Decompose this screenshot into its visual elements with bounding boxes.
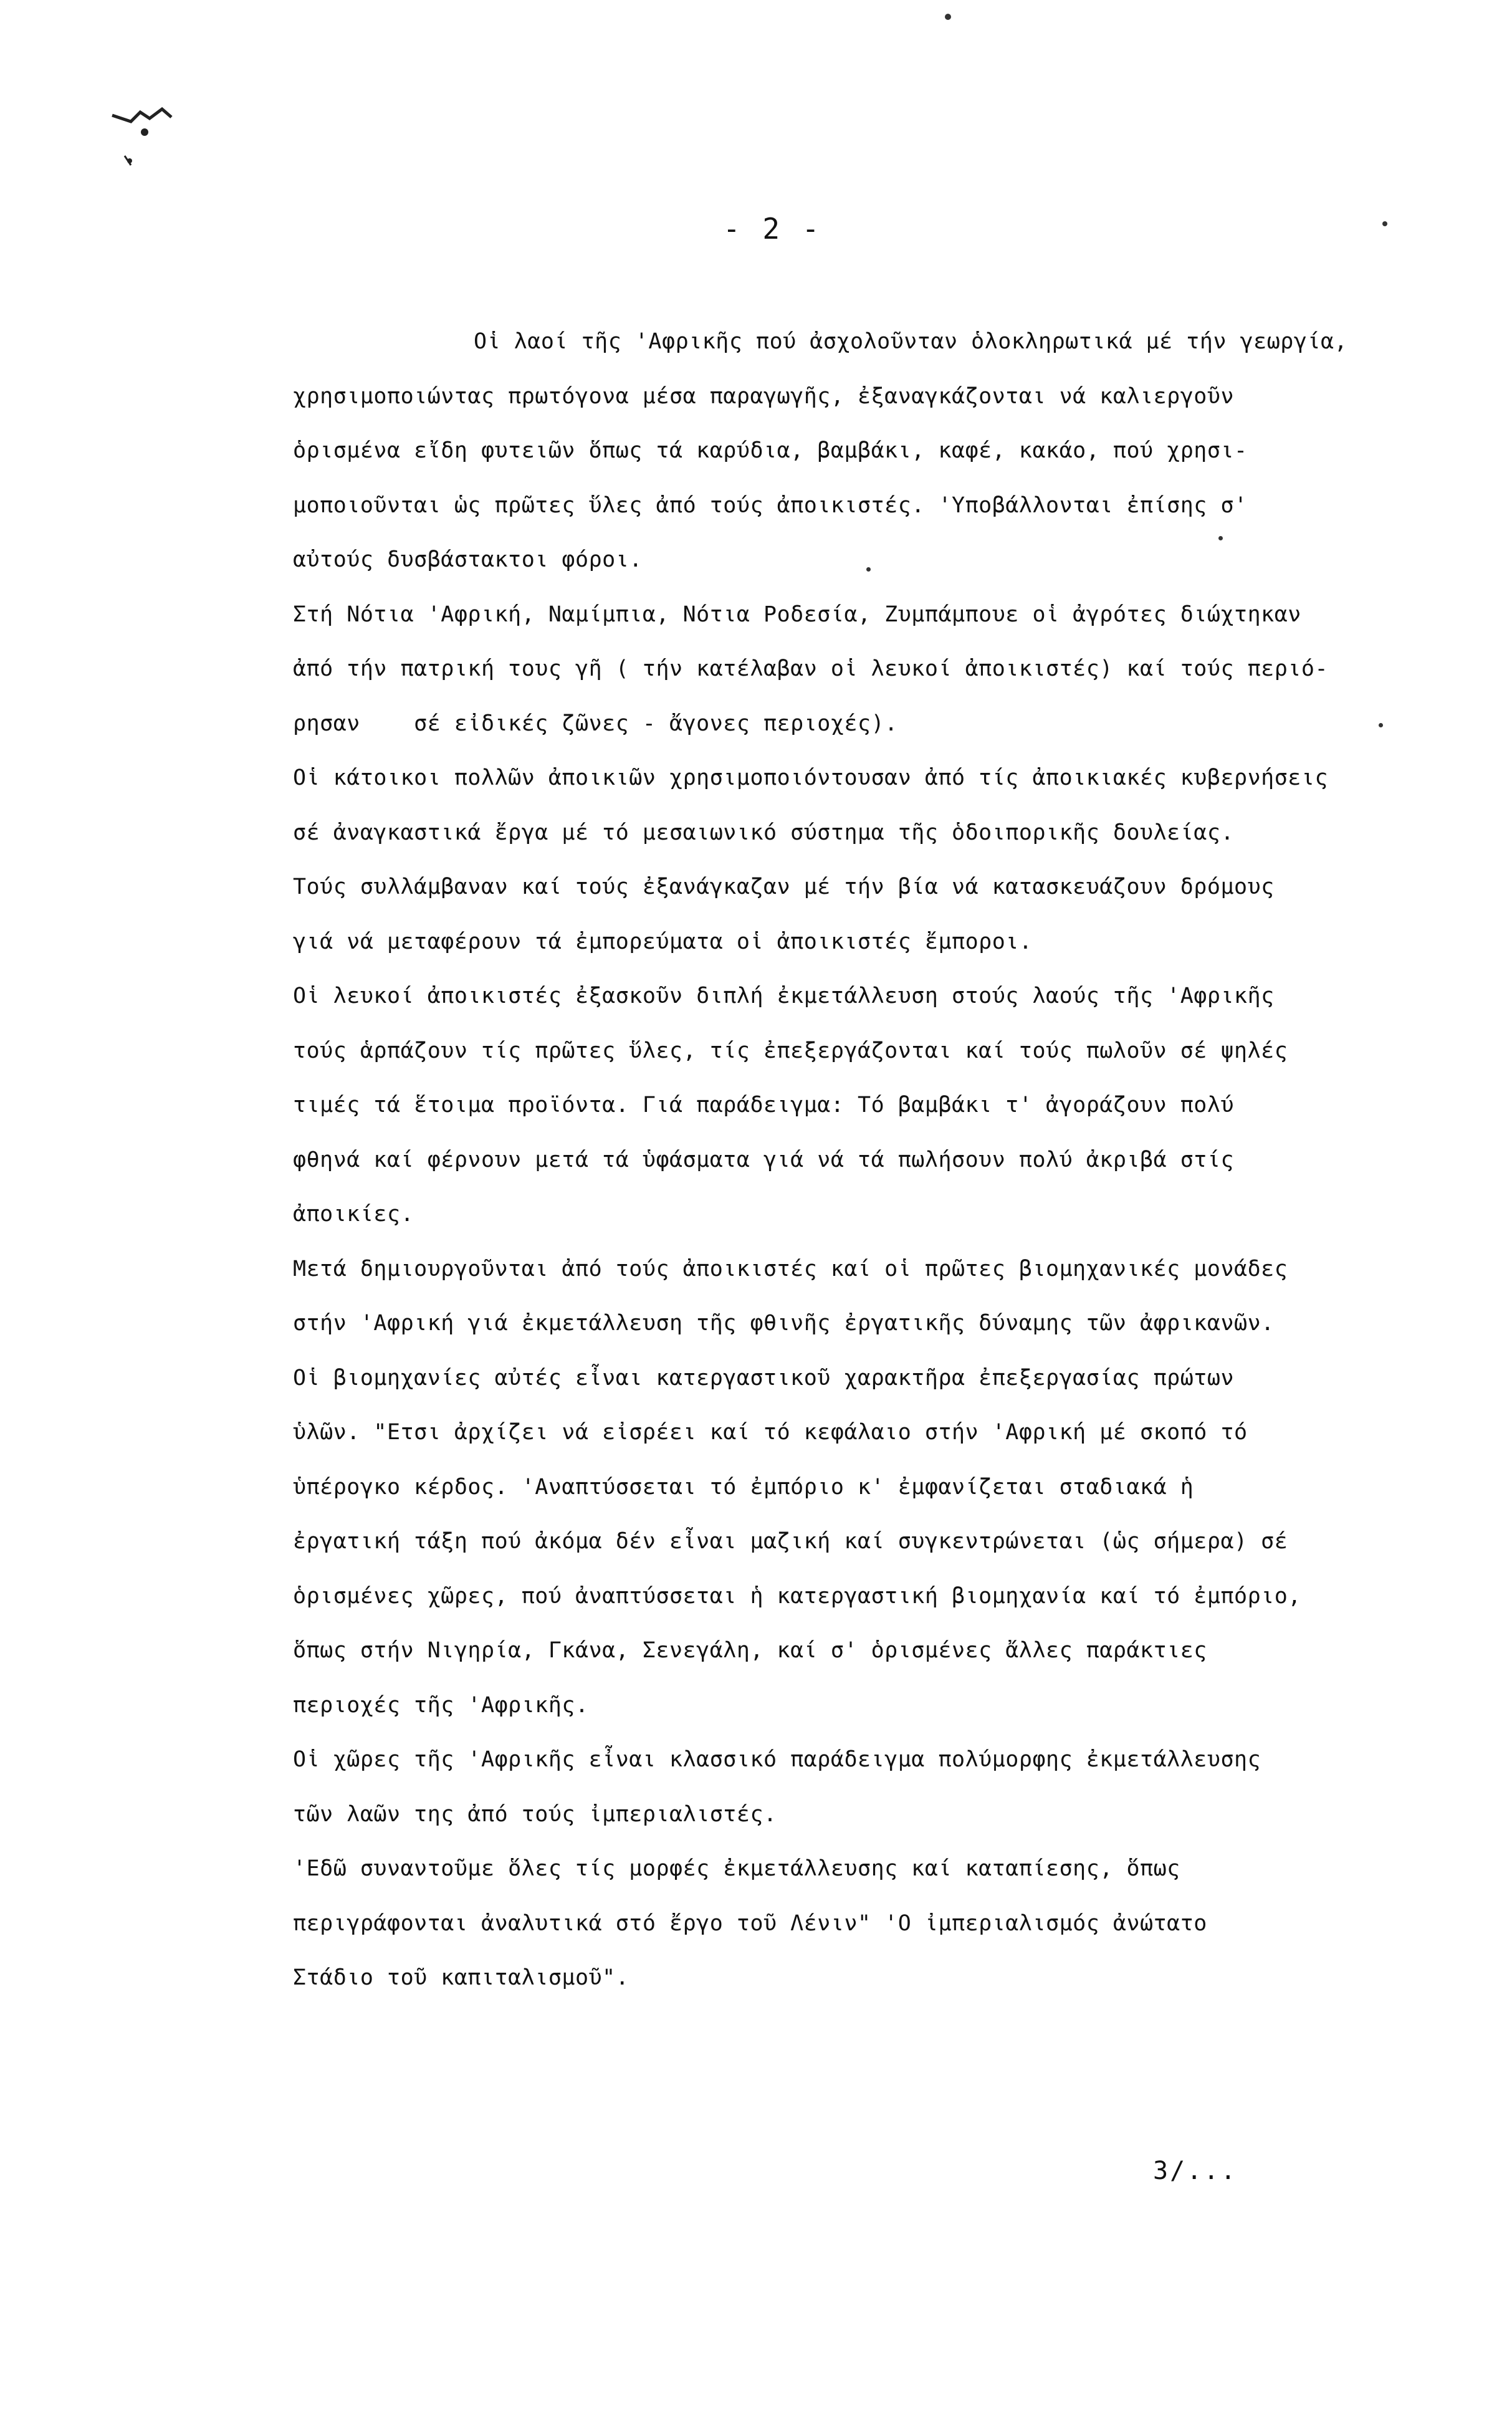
text-line: Οἱ λευκοί ἀποικιστές ἐξασκοῦν διπλή ἐκμετάλλευση στούς λαούς τῆς 'Αφρικῆς	[293, 984, 1275, 1008]
text-line: ὁρισμένες χῶρες, πού ἀναπτύσσεται ἡ κατεργαστική βιομηχανία καί τό ἐμπόριο,	[293, 1583, 1301, 1609]
text-line: 'Εδῶ συναντοῦμε ὅλες τίς μορφές ἐκμετάλλευσης καί καταπίεσης, ὅπως	[293, 1856, 1180, 1881]
text-line: ἀποικίες.	[293, 1202, 414, 1227]
text-line: ἀπό τήν πατρική τους γῆ ( τήν κατέλαβαν οἱ λευκοί ἀποικιστές) καί τούς περιό-	[293, 656, 1329, 681]
text-line: τούς ἁρπάζουν τίς πρῶτες ὕλες, τίς ἐπεξεργάζονται καί τούς πωλοῦν σέ ψηλές	[293, 1038, 1288, 1063]
text-line: ὑλῶν. "Ετσι ἀρχίζει νά εἰσρέει καί τό κεφάλαιο στήν 'Αφρική μέ σκοπό τό	[293, 1420, 1248, 1445]
text-line: ὁρισμένα εἴδη φυτειῶν ὅπως τά καρύδια, βαμβάκι, καφέ, κακάο, πού χρησι-	[293, 438, 1248, 463]
speck-top	[945, 14, 951, 20]
ink-blot-mark	[106, 87, 187, 168]
text-line: τῶν λαῶν της ἀπό τούς ἰμπεριαλιστές.	[293, 1801, 777, 1827]
text-line: Μετά δημιουργοῦνται ἀπό τούς ἀποικιστές καί οἱ πρῶτες βιομηχανικές μονάδες	[293, 1256, 1288, 1281]
text-line: μοποιοῦνται ὡς πρῶτες ὕλες ἀπό τούς ἀποικιστές. 'Υποβάλλονται ἐπίσης σ'	[293, 492, 1248, 518]
speck-right	[1382, 221, 1387, 226]
text-line: ὅπως στήν Νιγηρία, Γκάνα, Σενεγάλη, καί σ' ὁρισμένες ἄλλες παράκτιες	[293, 1638, 1207, 1663]
text-line: τιμές τά ἕτοιμα προϊόντα. Γιά παράδειγμα: Τό βαμβάκι τ' ἀγοράζουν πολύ	[293, 1093, 1235, 1118]
continuation-mark: 3/...	[1153, 2157, 1238, 2185]
text-line: φθηνά καί φέρνουν μετά τά ὑφάσματα γιά νά τά πωλήσουν πολύ ἀκριβά στίς	[293, 1147, 1235, 1172]
text-line: περιοχές τῆς 'Αφρικῆς.	[293, 1692, 589, 1718]
text-line: Στάδιο τοῦ καπιταλισμοῦ".	[293, 1965, 629, 1990]
text-line: Οἱ βιομηχανίες αὐτές εἶναι κατεργαστικοῦ χαρακτῆρα ἐπεξεργασίας πρώτων	[293, 1365, 1235, 1391]
text-line: Στή Νότια 'Αφρική, Ναμίμπια, Νότια Ροδεσία, Ζυμπάμπουε οἱ ἀγρότες διώχτηκαν	[293, 601, 1301, 627]
text-line: ρησαν σέ εἰδικές ζῶνες - ἄγονες περιοχές).	[293, 711, 898, 736]
text-line: στήν 'Αφρική γιά ἐκμετάλλευση τῆς φθινῆς ἐργατικῆς δύναμης τῶν ἀφρικανῶν.	[293, 1311, 1275, 1336]
text-line: Οἱ λαοί τῆς 'Αφρικῆς πού ἀσχολοῦνταν ὁλοκληρωτικά μέ τήν γεωργία,	[474, 329, 1348, 354]
text-line: αὐτούς δυσβάστακτοι φόροι.	[293, 547, 643, 572]
text-line: σέ ἀναγκαστικά ἔργα μέ τό μεσαιωνικό σύστημα τῆς ὁδοιπορικῆς δουλείας.	[293, 820, 1235, 845]
text-line: Οἱ χῶρες τῆς 'Αφρικῆς εἶναι κλασσικό παράδειγμα πολύμορφης ἐκμετάλλευσης	[293, 1747, 1261, 1772]
text-line: ὑπέρογκο κέρδος. 'Αναπτύσσεται τό ἐμπόριο κ' ἐμφανίζεται σταδιακά ἡ	[293, 1474, 1194, 1500]
text-line: γιά νά μεταφέρουν τά ἐμπορεύματα οἱ ἀποικιστές ἔμποροι.	[293, 929, 1033, 954]
text-line: Τούς συλλάμβαναν καί τούς ἐξανάγκαζαν μέ τήν βία νά κατασκευάζουν δρόμους	[293, 874, 1275, 899]
text-line: χρησιμοποιώντας πρωτόγονα μέσα παραγωγῆς, ἐξαναγκάζονται νά καλιεργοῦν	[293, 383, 1235, 409]
text-line: περιγράφονται ἀναλυτικά στό ἔργο τοῦ Λένιν" 'Ο ἰμπεριαλισμός ἀνώτατο	[293, 1910, 1207, 1936]
page-number: - 2 -	[723, 212, 822, 246]
text-line: Οἱ κάτοικοι πολλῶν ἀποικιῶν χρησιμοποιόντουσαν ἀπό τίς ἀποικιακές κυβερνήσεις	[293, 765, 1329, 790]
text-line: ἐργατική τάξη πού ἀκόμα δέν εἶναι μαζική καί συγκεντρώνεται (ὡς σήμερα) σέ	[293, 1529, 1288, 1554]
body-text	[293, 315, 1446, 2006]
